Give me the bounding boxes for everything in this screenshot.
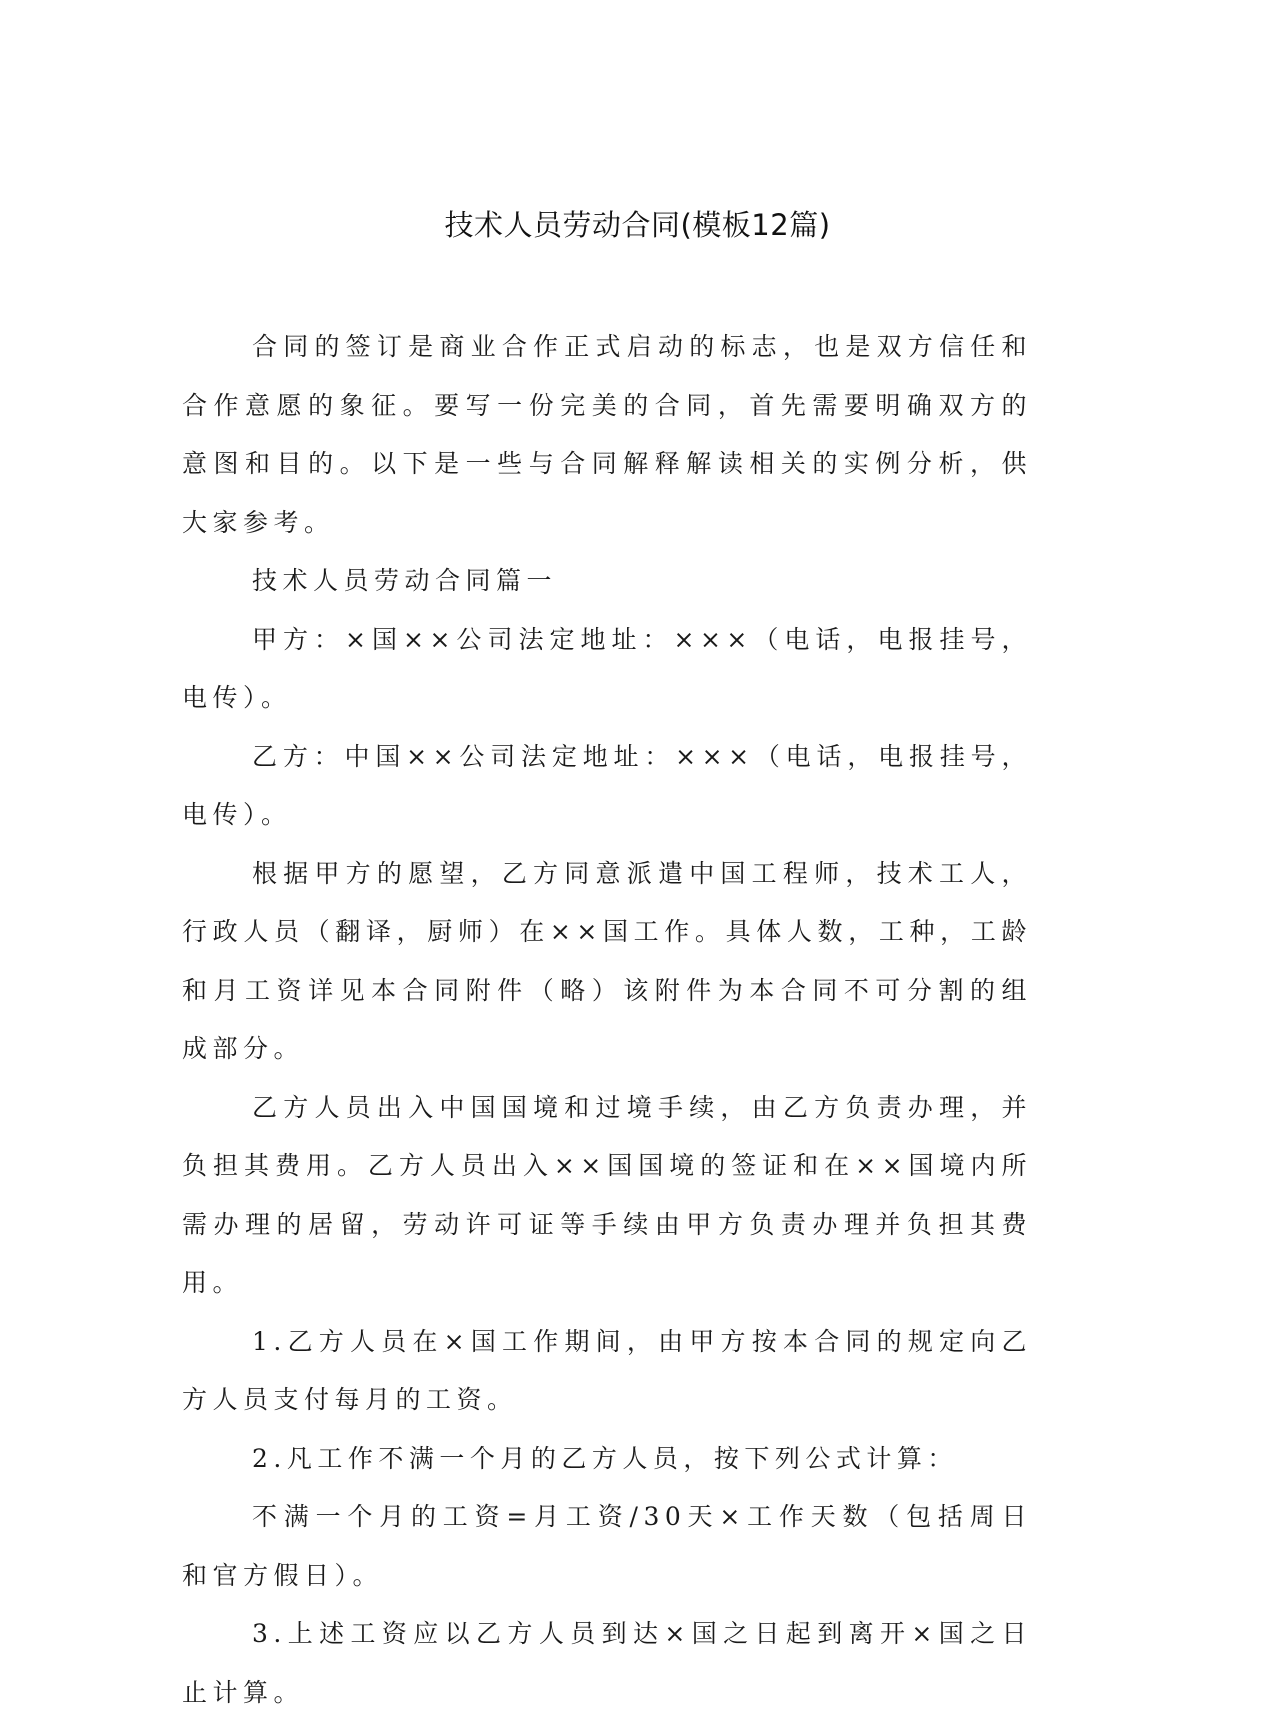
paragraph-formula: 不满一个月的工资=月工资/30天×工作天数（包括周日和官方假日）。 [182, 1502, 1032, 1590]
paragraph-party-a: 甲方：×国××公司法定地址：×××（电话，电报挂号，电传）。 [182, 624, 1032, 712]
document-body [182, 318, 1032, 1722]
paragraph-section-heading: 技术人员劳动合同篇一 [252, 566, 558, 595]
paragraph-dispatch: 根据甲方的愿望，乙方同意派遣中国工程师，技术工人，行政人员（翻译，厨师）在××国工作。具体人数，工种，工龄和月工资详见本合同附件（略）该附件为本合同不可分割的组成部分。 [182, 858, 1032, 1063]
paragraph-clause-2: 2.凡工作不满一个月的乙方人员，按下列公式计算： [252, 1443, 958, 1473]
paragraph-party-b: 乙方：中国××公司法定地址：×××（电话，电报挂号，电传）。 [182, 741, 1032, 829]
paragraph-clause-1: 1.乙方人员在×国工作期间，由甲方按本合同的规定向乙方人员支付每月的工资。 [182, 1326, 1032, 1414]
paragraph-clause-3: 3.上述工资应以乙方人员到达×国之日起到离开×国之日止计算。 [182, 1619, 1032, 1707]
paragraph-visa: 乙方人员出入中国国境和过境手续，由乙方负责办理，并负担其费用。乙方人员出入××国国境的签证和在××国境内所需办理的居留，劳动许可证等手续由甲方负责办理并负担其费用。 [182, 1092, 1032, 1297]
paragraph-intro: 合同的签订是商业合作正式启动的标志，也是双方信任和合作意愿的象征。要写一份完美的合同，首先需要明确双方的意图和目的。以下是一些与合同解释解读相关的实例分析，供大家参考。 [182, 332, 1032, 537]
document-title: 技术人员劳动合同(模板12篇) [444, 208, 831, 242]
